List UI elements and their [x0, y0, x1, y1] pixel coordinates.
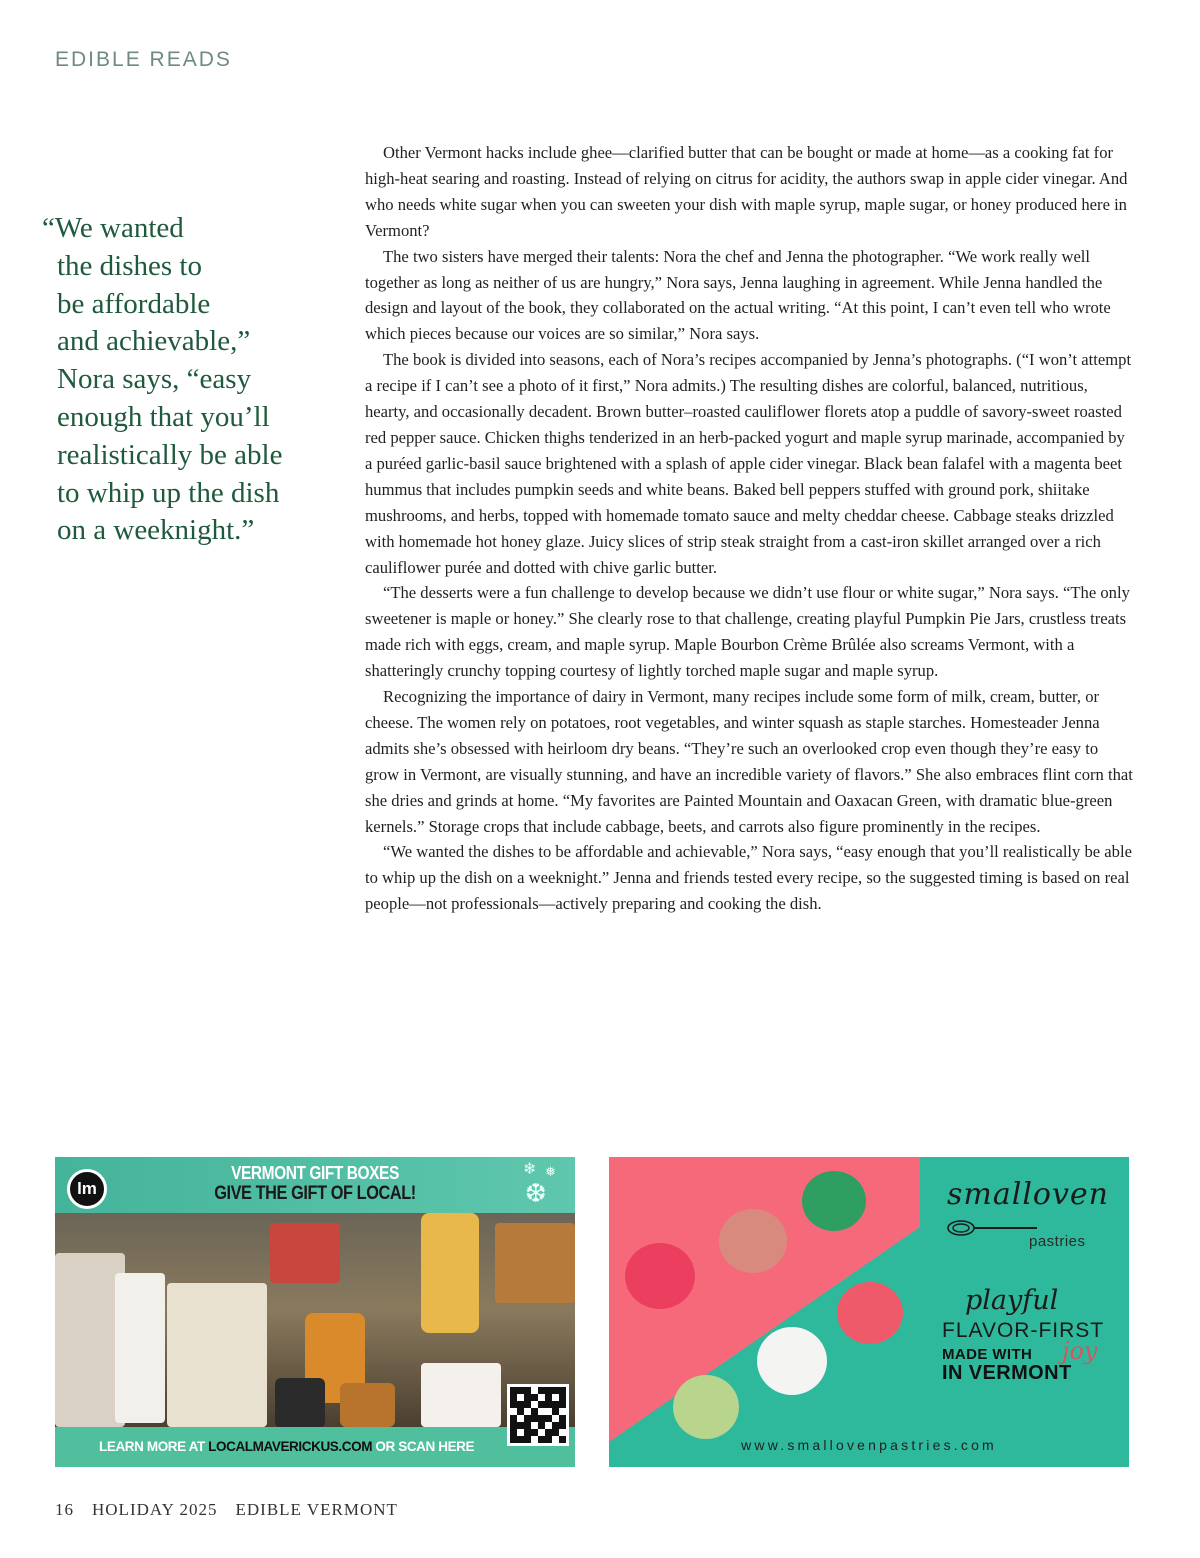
article-paragraph: “The desserts were a fun challenge to develop because we didn’t use flour or white sugar,” Nora says. “The only sweetener is maple or honey.” She clearly rose to that challenge, creating playful Pumpkin Pie Jars, crustless treats made rich with eggs, cream, and maple syrup. Maple Bourbon Crème Brûlée also screams Vermont, with a shatteringly crunchy topping courtesy of lightly torched maple sugar and maple syrup. [365, 583, 1130, 681]
pull-quote-line: the dishes to [57, 249, 202, 282]
macaron [802, 1171, 866, 1231]
product-box [270, 1223, 340, 1283]
pull-quote-line: realistically be able [57, 438, 283, 471]
macaron [673, 1375, 739, 1439]
macaron [625, 1243, 695, 1309]
pull-quote-line: Nora says, “easy [57, 363, 252, 396]
qr-code-icon[interactable] [507, 1384, 569, 1446]
section-label: EDIBLE READS [55, 48, 232, 71]
pull-quote-line: be affordable [57, 287, 211, 320]
pull-quote-line: “We wanted [42, 212, 184, 244]
snowflake-icon: ❆ [525, 1179, 547, 1209]
peanut-butter-jar [421, 1213, 479, 1333]
ad-subheadline: GIVE THE GIFT OF LOCAL! [214, 1183, 416, 1204]
issue-name: HOLIDAY 2025 [92, 1500, 218, 1519]
product-bottle [115, 1273, 165, 1423]
publication-name: EDIBLE VERMONT [235, 1500, 398, 1519]
chocolate-box [421, 1363, 501, 1427]
brand-subtitle: pastries [1029, 1233, 1086, 1250]
tagline-playful: playful [965, 1285, 1059, 1316]
snowflake-icon: ❄ [523, 1159, 537, 1178]
product-bottle [495, 1223, 575, 1303]
pull-quote-line: to whip up the dish [57, 476, 280, 509]
tagline-joy: joy [1062, 1337, 1098, 1365]
ad-footer[interactable] [55, 1427, 575, 1467]
product-bag [167, 1283, 267, 1427]
jar [340, 1383, 395, 1427]
footer-prefix: LEARN MORE AT [99, 1439, 209, 1454]
article-paragraph: Other Vermont hacks include ghee—clarified butter that can be bought or made at home—as a cooking fat for high-heat searing and roasting. Instead of relying on citrus for acidity, the authors swap in apple cider vinegar. And who needs white sugar when you can sweeten your dish with maple syrup, maple sugar, or honey produced here in Vermont? [365, 143, 1128, 240]
brand-name: smalloven [947, 1177, 1110, 1212]
small-oven-pastries-ad[interactable] [609, 1157, 1129, 1467]
page-number: 16 [55, 1500, 74, 1519]
tagline-flavor: FLAVOR-FIRST [942, 1319, 1105, 1342]
macaron [837, 1282, 903, 1344]
macaron [757, 1327, 827, 1395]
article-paragraph: “We wanted the dishes to be affordable and achievable,” Nora says, “easy enough that you’ll realistically be able to whip up the dish on a weeknight.” Jenna and friends tested every recipe, so the suggested timing is based on real people—not professionals—actively preparing and cooking the dish. [365, 842, 1132, 914]
pull-quote [42, 210, 342, 550]
article-paragraph: The book is divided into seasons, each of Nora’s recipes accompanied by Jenna’s photographs. (“I won’t attempt a recipe if I can’t see a photo of it first,” Nora admits.) The resulting dishes are colorful, balanced, nutritious, hearty, and occasionally decadent. Brown butter–roasted cauliflower florets atop a puddle of savory-sweet roasted red pepper sauce. Chicken thighs tenderized in an herb-packed yogurt and maple syrup marinade, accompanied by a puréed garlic-basil sauce brightened with a splash of apple cider vinegar. Black bean falafel with a magenta beet hummus that includes pumpkin seeds and white beans. Baked bell peppers stuffed with ground pork, shiitake mushrooms, and herbs, topped with homemade tomato sauce and melty cheddar cheese. Cabbage steaks drizzled with homemade hot honey glaze. Juicy slices of strip steak straight from a cast-iron skillet arranged over a rich cauliflower purée and dotted with chive garlic butter. [365, 350, 1132, 577]
ad-url-link[interactable]: www.smallovenpastries.com [741, 1437, 997, 1453]
page-folio [55, 1500, 416, 1520]
footer-suffix: OR SCAN HERE [372, 1439, 475, 1454]
ad-url-link[interactable]: LOCALMAVERICKUS.COM [208, 1439, 373, 1454]
article-paragraph: The two sisters have merged their talents: Nora the chef and Jenna the photographer. “We work really well together as long as neither of us are hungry,” Nora says, Jenna laughing in agreement. While Jenna handled the design and layout of the book, they collaborated on the actual writing. “At this point, I can’t even tell who wrote which pieces because our voices are so similar,” Nora says. [365, 246, 1111, 344]
snowflake-icon: ❅ [545, 1165, 556, 1180]
whisk-icon [947, 1219, 1039, 1237]
local-maverick-ad[interactable] [55, 1157, 575, 1467]
gift-box-products-photo [55, 1213, 575, 1427]
pull-quote-line: enough that you’ll [57, 400, 270, 433]
macaron [719, 1209, 787, 1273]
pull-quote-line: on a weeknight.” [57, 514, 255, 547]
local-maverick-logo: lm [67, 1169, 107, 1209]
jar [275, 1378, 325, 1428]
ad-headline: VERMONT GIFT BOXES [231, 1163, 399, 1183]
article-body [365, 140, 1135, 917]
tagline-made-with: MADE WITH [942, 1346, 1033, 1363]
pull-quote-line: and achievable,” [57, 325, 251, 358]
tagline-in-vermont: IN VERMONT [942, 1362, 1072, 1384]
article-paragraph: Recognizing the importance of dairy in Vermont, many recipes include some form of milk, cream, butter, or cheese. The women rely on potatoes, root vegetables, and winter squash as staple starches. Homesteader Jenna admits she’s obsessed with heirloom dry beans. “They’re such an overlooked crop even though they’re easy to grow in Vermont, are visually stunning, and have an incredible variety of flavors.” She also embraces flint corn that she dries and grinds at home. “My favorites are Painted Mountain and Oaxacan Green, with dramatic blue-green kernels.” Storage crops that include cabbage, beets, and carrots also figure prominently in the recipes. [365, 687, 1133, 836]
